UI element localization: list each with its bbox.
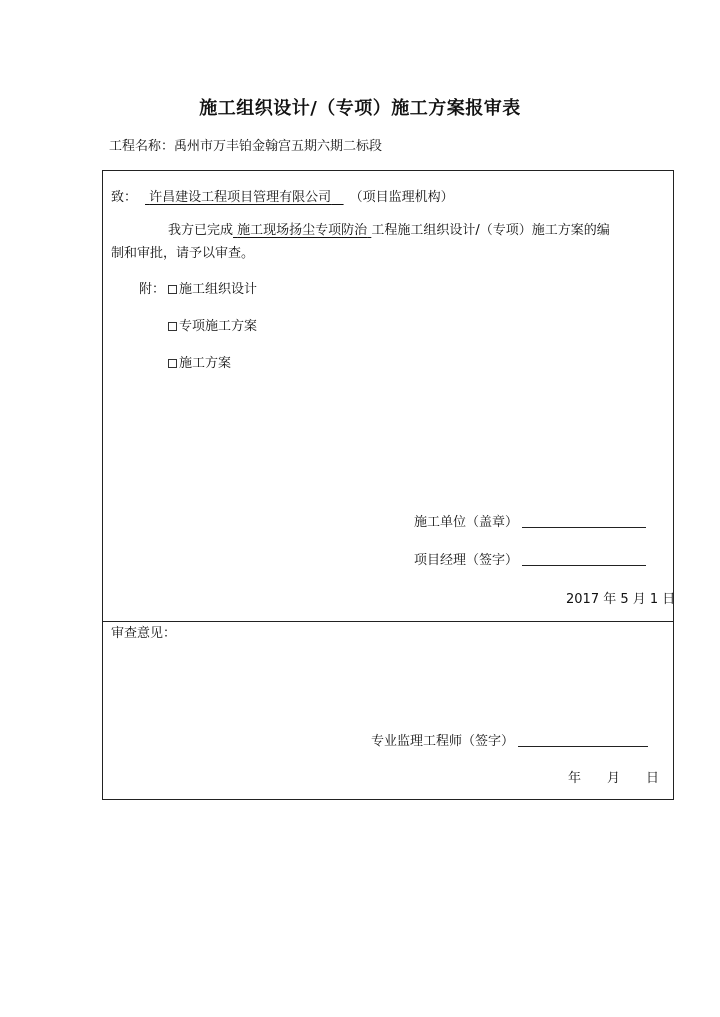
submission-project: 施工现场扬尘专项防治 — [237, 223, 368, 238]
approval-form-table — [102, 170, 674, 800]
checkbox-icon[interactable] — [168, 285, 177, 294]
project-name: 禹州市万丰铂金翰宫五期六期二标段 — [174, 139, 383, 154]
submission-statement-cont: 制和审批，请予以审查。 — [111, 246, 255, 261]
review-opinion-label: 审查意见： — [111, 626, 177, 641]
contractor-seal-line: 施工单位（盖章） — [414, 514, 646, 531]
section-divider — [103, 621, 673, 622]
review-date: 年 月 日 — [568, 771, 660, 786]
project-label: 工程名称： — [109, 139, 175, 154]
addressee-line — [111, 190, 454, 206]
pm-signature-field[interactable] — [522, 552, 646, 566]
attachment-label: 附： — [139, 282, 166, 297]
checkbox-icon[interactable] — [168, 359, 177, 368]
addressee-prefix: 致： — [111, 190, 138, 205]
attachment-checkbox-1[interactable]: 施工组织设计 — [168, 282, 257, 298]
engineer-signature-field[interactable] — [518, 733, 648, 747]
attachment-checkbox-3[interactable]: 施工方案 — [168, 356, 231, 372]
project-name-line — [109, 139, 382, 155]
checkbox-icon[interactable] — [168, 322, 177, 331]
contractor-seal-field[interactable] — [522, 514, 646, 528]
engineer-signature-line: 专业监理工程师（签字） — [371, 733, 648, 750]
addressee-suffix: （项目监理机构） — [349, 190, 454, 205]
attachment-checkbox-2[interactable]: 专项施工方案 — [168, 319, 257, 335]
pm-signature-line: 项目经理（签字） — [414, 552, 646, 569]
submission-date: 2017 年 5 月 1 日 — [566, 592, 676, 607]
addressee-org: 许昌建设工程项目管理有限公司 — [149, 190, 332, 205]
document-title: 施工组织设计/（专项）施工方案报审表 — [199, 98, 521, 119]
submission-statement: 我方已完成 施工现场扬尘专项防治 工程施工组织设计/（专项）施工方案的编 — [168, 223, 610, 238]
